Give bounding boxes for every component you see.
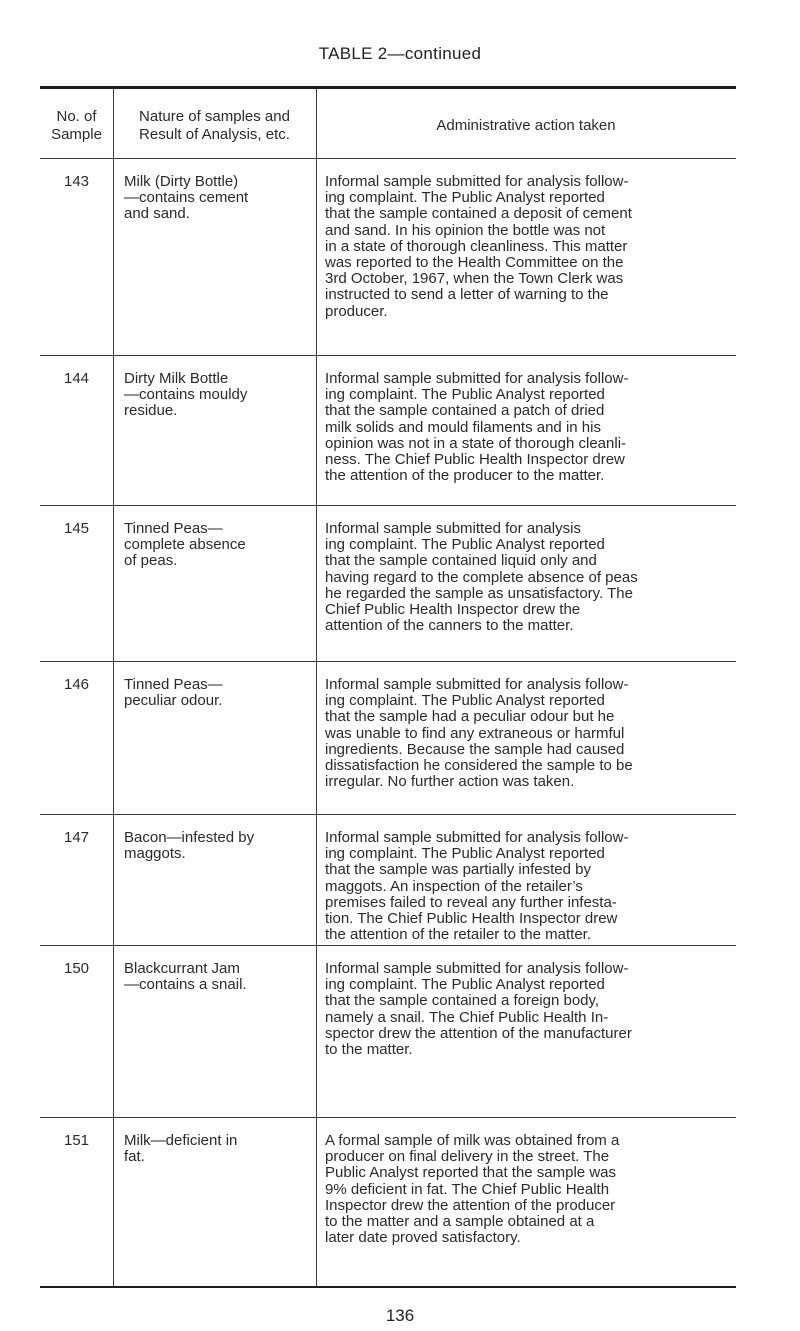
action-taken: A formal sample of milk was obtained from a producer on final delivery in the street. The Public Analyst reported that the sample was 9% deficient in fat. The Chief Public Health Inspector drew the attention of the producer to the matter and a sample obtained at a later date proved satisfactory. (325, 1132, 620, 1247)
row-divider (40, 158, 736, 159)
action-taken: Informal sample submitted for analysis follow- ing complaint. The Public Analyst reported that the sample contained a deposit of cement and sand. In his opinion the bottle was not in a state of thorough cleanliness. This matter was reported to the Health Committee on the 3rd October, 1967, when the Town Clerk was instructed to send a letter of warning to the producer. (325, 173, 632, 320)
sample-nature: Dirty Milk Bottle —contains mouldy residue. (124, 370, 248, 420)
row-divider (40, 1117, 736, 1118)
row-divider (40, 945, 736, 946)
header-nature: Nature of samples and Result of Analysis, etc. (139, 108, 290, 143)
sample-nature: Milk (Dirty Bottle) —contains cement and sand. (124, 173, 249, 223)
sample-number: 143 (63, 173, 90, 190)
sample-number: 147 (63, 829, 90, 846)
page-number: 136 (385, 1306, 415, 1325)
sample-number: 151 (63, 1132, 90, 1149)
sample-nature: Tinned Peas— complete absence of peas. (124, 520, 246, 570)
sample-number: 145 (63, 520, 90, 537)
header-sample-number: No. of Sample (51, 108, 102, 143)
action-taken: Informal sample submitted for analysis follow- ing complaint. The Public Analyst reported that the sample contained a patch of dried milk solids and mould filaments and in his opinion was not in a state of thorough cleanli- ness. The Chief Public Health Inspector drew the attention of the producer to the matter. (325, 370, 629, 485)
page-title: TABLE 2—continued (318, 44, 482, 63)
row-divider (40, 661, 736, 662)
sample-nature: Blackcurrant Jam —contains a snail. (124, 960, 247, 994)
sample-nature: Tinned Peas— peculiar odour. (124, 676, 223, 710)
sample-number: 144 (63, 370, 90, 387)
sample-nature: Bacon—infested by maggots. (124, 829, 255, 863)
action-taken: Informal sample submitted for analysis follow- ing complaint. The Public Analyst reported that the sample had a peculiar odour but he was unable to find any extraneous or harmful ingredients. Because the sample had caused dissatisfaction he considered the sample to be irregular. No further action was taken. (325, 676, 633, 791)
column-divider (113, 89, 114, 1286)
action-taken: Informal sample submitted for analysis follow- ing complaint. The Public Analyst reported that the sample contained a foreign body, namely a snail. The Chief Public Health In- spector drew the attention of the manufacturer to the matter. (325, 960, 632, 1059)
row-divider (40, 814, 736, 815)
row-divider (40, 505, 736, 506)
sample-number: 146 (63, 676, 90, 693)
column-divider (316, 89, 317, 1286)
sample-number: 150 (63, 960, 90, 977)
sample-nature: Milk—deficient in fat. (124, 1132, 238, 1166)
action-taken: Informal sample submitted for analysis ing complaint. The Public Analyst reported that the sample contained liquid only and having regard to the complete absence of peas he regarded the sample as unsatisfactory. The Chief Public Health Inspector drew the attention of the canners to the matter. (325, 520, 638, 635)
table-bottom-rule (40, 1286, 736, 1288)
table-top-rule (40, 86, 736, 89)
action-taken: Informal sample submitted for analysis follow- ing complaint. The Public Analyst reported that the sample was partially infested by maggots. An inspection of the retailer’s premises failed to reveal any further infesta- tion. The Chief Public Health Inspector drew the attention of the retailer to the matter. (325, 829, 629, 944)
row-divider (40, 355, 736, 356)
header-action: Administrative action taken (436, 117, 616, 134)
